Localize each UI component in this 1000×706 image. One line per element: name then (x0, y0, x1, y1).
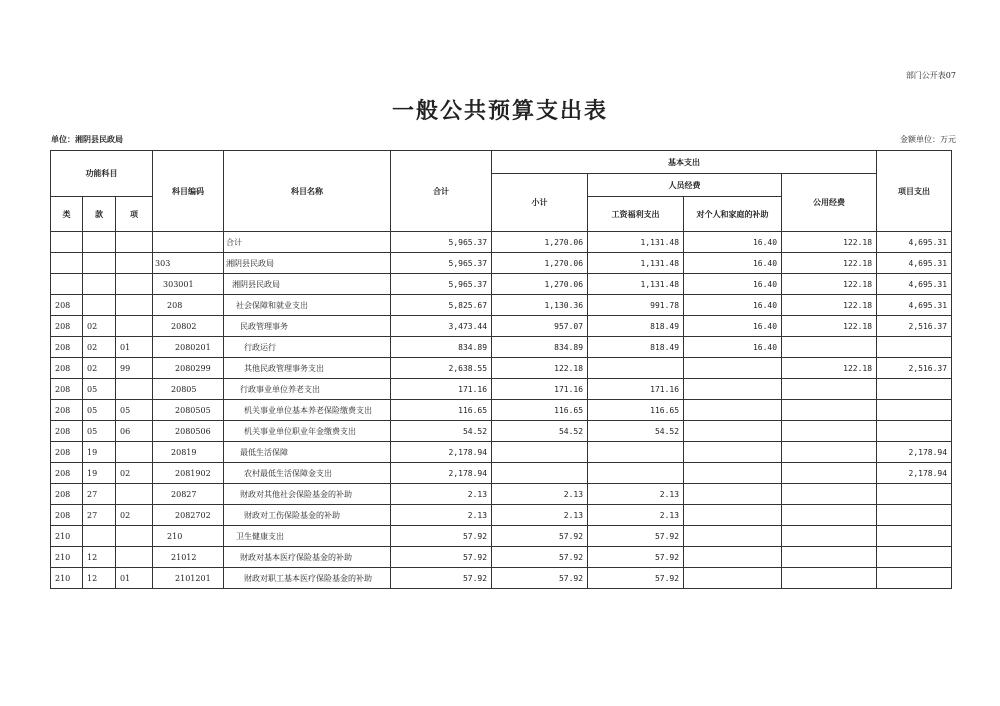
header-wage-welfare: 工资福利支出 (588, 197, 684, 232)
cell-total: 2,178.94 (391, 463, 492, 484)
cell-lei: 208 (51, 442, 83, 463)
cell-lei: 208 (51, 316, 83, 337)
cell-project (877, 484, 952, 505)
cell-name: 财政对工伤保险基金的补助 (224, 505, 391, 526)
cell-subsidy (684, 379, 782, 400)
cell-subsidy (684, 568, 782, 589)
header-project-expenditure: 项目支出 (877, 151, 952, 232)
table-row (51, 463, 952, 484)
cell-kuan: 05 (83, 421, 116, 442)
cell-project (877, 337, 952, 358)
cell-kuan: 05 (83, 400, 116, 421)
header-kuan: 款 (83, 197, 116, 232)
table-row (51, 526, 952, 547)
cell-wage: 818.49 (588, 316, 684, 337)
cell-name: 卫生健康支出 (224, 526, 391, 547)
cell-name: 合计 (224, 232, 391, 253)
cell-kuan: 27 (83, 484, 116, 505)
cell-lei (51, 274, 83, 295)
table-row (51, 316, 952, 337)
cell-project (877, 547, 952, 568)
cell-lei: 208 (51, 505, 83, 526)
cell-subsidy: 16.40 (684, 253, 782, 274)
cell-total: 171.16 (391, 379, 492, 400)
cell-xiang (116, 274, 153, 295)
cell-lei: 208 (51, 400, 83, 421)
cell-kuan: 12 (83, 547, 116, 568)
cell-wage (588, 358, 684, 379)
cell-total: 834.89 (391, 337, 492, 358)
cell-kuan: 19 (83, 442, 116, 463)
table-row (51, 274, 952, 295)
cell-xiang: 01 (116, 337, 153, 358)
table-row (51, 505, 952, 526)
cell-kuan (83, 274, 116, 295)
cell-name: 财政对职工基本医疗保险基金的补助 (224, 568, 391, 589)
cell-subtotal: 171.16 (492, 379, 588, 400)
amount-unit-label: 金额单位：万元 (900, 135, 956, 144)
cell-subtotal: 57.92 (492, 526, 588, 547)
cell-project: 4,695.31 (877, 274, 952, 295)
cell-code: 2080201 (153, 337, 224, 358)
table-row (51, 442, 952, 463)
cell-subtotal: 57.92 (492, 568, 588, 589)
cell-lei: 210 (51, 568, 83, 589)
cell-kuan: 02 (83, 358, 116, 379)
cell-code: 2080299 (153, 358, 224, 379)
cell-project: 2,516.37 (877, 316, 952, 337)
cell-lei: 208 (51, 421, 83, 442)
cell-code: 20802 (153, 316, 224, 337)
cell-wage (588, 442, 684, 463)
cell-project: 2,178.94 (877, 463, 952, 484)
cell-public (782, 484, 877, 505)
header-xiang: 项 (116, 197, 153, 232)
budget-table (50, 150, 952, 589)
cell-kuan: 12 (83, 568, 116, 589)
table-row (51, 358, 952, 379)
cell-public (782, 505, 877, 526)
cell-project (877, 421, 952, 442)
cell-lei: 210 (51, 547, 83, 568)
header-public-expenses: 公用经费 (782, 174, 877, 232)
cell-public (782, 400, 877, 421)
cell-lei (51, 232, 83, 253)
cell-code: 2080506 (153, 421, 224, 442)
table-row (51, 337, 952, 358)
table-row (51, 421, 952, 442)
table-row (51, 379, 952, 400)
cell-wage: 1,131.48 (588, 253, 684, 274)
header-code: 科目编码 (153, 151, 224, 232)
cell-wage: 2.13 (588, 484, 684, 505)
unit-label: 单位：湘阴县民政局 (51, 134, 123, 144)
cell-xiang (116, 316, 153, 337)
header-lei: 类 (51, 197, 83, 232)
cell-xiang (116, 526, 153, 547)
cell-project: 4,695.31 (877, 295, 952, 316)
cell-xiang (116, 442, 153, 463)
header-name: 科目名称 (224, 151, 391, 232)
cell-public (782, 526, 877, 547)
cell-public: 122.18 (782, 232, 877, 253)
cell-subtotal: 834.89 (492, 337, 588, 358)
cell-code: 20819 (153, 442, 224, 463)
cell-total: 2,178.94 (391, 442, 492, 463)
cell-total: 2.13 (391, 505, 492, 526)
cell-code: 303001 (153, 274, 224, 295)
cell-wage: 57.92 (588, 568, 684, 589)
cell-name: 行政事业单位养老支出 (224, 379, 391, 400)
cell-xiang: 02 (116, 505, 153, 526)
cell-subtotal: 1,270.06 (492, 274, 588, 295)
cell-subtotal: 122.18 (492, 358, 588, 379)
cell-wage: 116.65 (588, 400, 684, 421)
cell-subsidy: 16.40 (684, 295, 782, 316)
cell-project (877, 568, 952, 589)
cell-subsidy (684, 442, 782, 463)
cell-name: 民政管理事务 (224, 316, 391, 337)
cell-wage: 2.13 (588, 505, 684, 526)
cell-name: 机关事业单位职业年金缴费支出 (224, 421, 391, 442)
cell-name: 机关事业单位基本养老保险缴费支出 (224, 400, 391, 421)
cell-public: 122.18 (782, 295, 877, 316)
table-row (51, 484, 952, 505)
cell-total: 5,825.67 (391, 295, 492, 316)
cell-project: 2,516.37 (877, 358, 952, 379)
cell-subsidy: 16.40 (684, 274, 782, 295)
cell-subsidy (684, 358, 782, 379)
cell-wage: 1,131.48 (588, 232, 684, 253)
cell-project: 4,695.31 (877, 232, 952, 253)
cell-subsidy (684, 526, 782, 547)
cell-name: 湘阴县民政局 (224, 274, 391, 295)
cell-kuan: 02 (83, 316, 116, 337)
cell-subsidy (684, 463, 782, 484)
cell-subsidy (684, 421, 782, 442)
table-row (51, 400, 952, 421)
cell-name: 行政运行 (224, 337, 391, 358)
cell-subsidy (684, 547, 782, 568)
cell-lei: 208 (51, 337, 83, 358)
cell-code: 21012 (153, 547, 224, 568)
cell-subtotal (492, 463, 588, 484)
cell-public (782, 442, 877, 463)
cell-total: 5,965.37 (391, 232, 492, 253)
cell-code: 2082702 (153, 505, 224, 526)
cell-code: 2081902 (153, 463, 224, 484)
header-basic-expenditure: 基本支出 (492, 151, 877, 174)
cell-code: 210 (153, 526, 224, 547)
cell-subsidy (684, 505, 782, 526)
cell-public: 122.18 (782, 253, 877, 274)
table-row (51, 568, 952, 589)
cell-public (782, 547, 877, 568)
cell-kuan: 05 (83, 379, 116, 400)
cell-total: 5,965.37 (391, 253, 492, 274)
cell-xiang (116, 232, 153, 253)
cell-xiang: 01 (116, 568, 153, 589)
cell-project (877, 400, 952, 421)
cell-public (782, 463, 877, 484)
cell-code (153, 232, 224, 253)
cell-lei: 210 (51, 526, 83, 547)
cell-subtotal: 1,130.36 (492, 295, 588, 316)
cell-code: 20827 (153, 484, 224, 505)
cell-xiang: 05 (116, 400, 153, 421)
cell-wage: 54.52 (588, 421, 684, 442)
cell-lei: 208 (51, 295, 83, 316)
cell-kuan (83, 253, 116, 274)
cell-total: 57.92 (391, 568, 492, 589)
header-household-subsidy: 对个人和家庭的补助 (684, 197, 782, 232)
cell-subtotal: 957.07 (492, 316, 588, 337)
cell-subtotal (492, 442, 588, 463)
cell-name: 社会保障和就业支出 (224, 295, 391, 316)
cell-wage: 1,131.48 (588, 274, 684, 295)
cell-wage: 171.16 (588, 379, 684, 400)
cell-code: 2101201 (153, 568, 224, 589)
cell-subsidy (684, 400, 782, 421)
header-personnel-expenses: 人员经费 (588, 174, 782, 197)
cell-subtotal: 2.13 (492, 505, 588, 526)
cell-kuan: 27 (83, 505, 116, 526)
cell-subtotal: 57.92 (492, 547, 588, 568)
cell-project (877, 505, 952, 526)
cell-total: 3,473.44 (391, 316, 492, 337)
cell-subtotal: 1,270.06 (492, 253, 588, 274)
cell-lei: 208 (51, 379, 83, 400)
cell-total: 57.92 (391, 526, 492, 547)
cell-public (782, 568, 877, 589)
cell-total: 57.92 (391, 547, 492, 568)
cell-public (782, 421, 877, 442)
cell-kuan (83, 526, 116, 547)
table-row (51, 232, 952, 253)
cell-lei: 208 (51, 484, 83, 505)
cell-project: 4,695.31 (877, 253, 952, 274)
header-total: 合计 (391, 151, 492, 232)
cell-public: 122.18 (782, 316, 877, 337)
cell-xiang: 02 (116, 463, 153, 484)
cell-code: 208 (153, 295, 224, 316)
cell-public (782, 337, 877, 358)
cell-name: 农村最低生活保障金支出 (224, 463, 391, 484)
cell-public: 122.18 (782, 358, 877, 379)
cell-total: 116.65 (391, 400, 492, 421)
cell-xiang (116, 253, 153, 274)
cell-lei: 208 (51, 358, 83, 379)
cell-xiang (116, 379, 153, 400)
table-row (51, 253, 952, 274)
cell-wage: 991.78 (588, 295, 684, 316)
page-title: 一般公共预算支出表 (391, 98, 608, 124)
cell-lei: 208 (51, 463, 83, 484)
header-func-subject: 功能科目 (51, 151, 153, 197)
cell-wage: 57.92 (588, 547, 684, 568)
cell-xiang (116, 547, 153, 568)
cell-subtotal: 1,270.06 (492, 232, 588, 253)
cell-project (877, 526, 952, 547)
cell-wage (588, 463, 684, 484)
cell-total: 54.52 (391, 421, 492, 442)
cell-total: 5,965.37 (391, 274, 492, 295)
cell-kuan: 02 (83, 337, 116, 358)
cell-xiang (116, 295, 153, 316)
cell-total: 2,638.55 (391, 358, 492, 379)
header-subtotal: 小计 (492, 174, 588, 232)
cell-kuan: 19 (83, 463, 116, 484)
cell-total: 2.13 (391, 484, 492, 505)
cell-public: 122.18 (782, 274, 877, 295)
cell-name: 财政对其他社会保险基金的补助 (224, 484, 391, 505)
cell-xiang: 06 (116, 421, 153, 442)
cell-kuan (83, 232, 116, 253)
cell-name: 湘阴县民政局 (224, 253, 391, 274)
table-row (51, 547, 952, 568)
cell-code: 20805 (153, 379, 224, 400)
cell-project (877, 379, 952, 400)
cell-subtotal: 116.65 (492, 400, 588, 421)
cell-subtotal: 54.52 (492, 421, 588, 442)
cell-subsidy: 16.40 (684, 232, 782, 253)
cell-xiang: 99 (116, 358, 153, 379)
cell-wage: 818.49 (588, 337, 684, 358)
cell-name: 其他民政管理事务支出 (224, 358, 391, 379)
cell-xiang (116, 484, 153, 505)
cell-kuan (83, 295, 116, 316)
table-number-label: 部门公开表07 (905, 71, 956, 80)
cell-lei (51, 253, 83, 274)
cell-public (782, 379, 877, 400)
cell-name: 最低生活保障 (224, 442, 391, 463)
cell-subsidy: 16.40 (684, 316, 782, 337)
cell-subtotal: 2.13 (492, 484, 588, 505)
table-row (51, 295, 952, 316)
cell-project: 2,178.94 (877, 442, 952, 463)
cell-subsidy (684, 484, 782, 505)
table-body (51, 232, 952, 589)
cell-code: 2080505 (153, 400, 224, 421)
cell-name: 财政对基本医疗保险基金的补助 (224, 547, 391, 568)
cell-code: 303 (153, 253, 224, 274)
cell-subsidy: 16.40 (684, 337, 782, 358)
cell-wage: 57.92 (588, 526, 684, 547)
